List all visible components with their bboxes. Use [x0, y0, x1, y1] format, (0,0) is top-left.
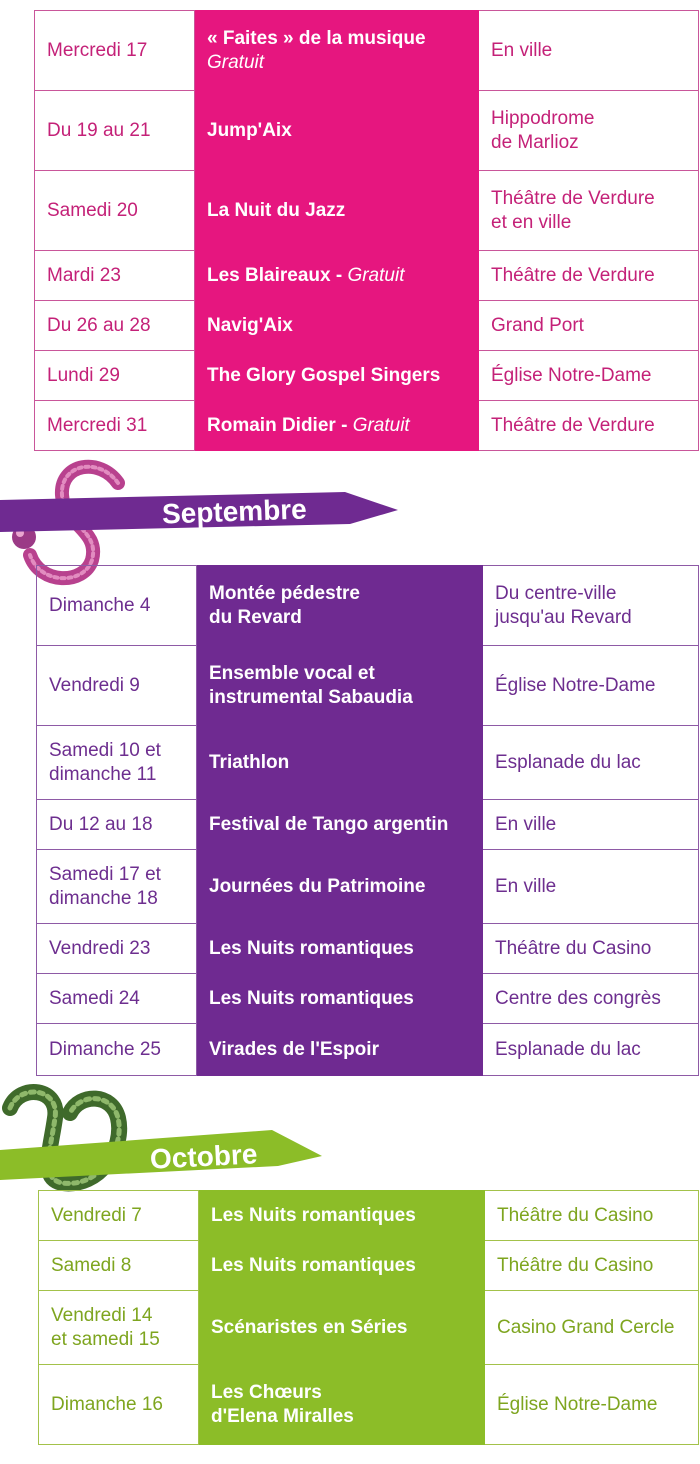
table-row [35, 171, 699, 251]
event-name [199, 1241, 485, 1291]
event-venue: Hippodrome de Marlioz [479, 91, 699, 171]
table-row [37, 1024, 699, 1076]
event-date: Vendredi 9 [37, 646, 197, 726]
event-date: Lundi 29 [35, 351, 195, 401]
event-date: Mercredi 31 [35, 401, 195, 451]
event-date: Vendredi 7 [39, 1191, 199, 1241]
event-name [197, 726, 483, 800]
table-row [37, 850, 699, 924]
event-date: Samedi 17 et dimanche 18 [37, 850, 197, 924]
event-title: The Glory Gospel Singers [207, 364, 441, 386]
event-venue: Église Notre-Dame [483, 646, 699, 726]
event-date: Dimanche 25 [37, 1024, 197, 1076]
event-title: Les Nuits romantiques [211, 1254, 416, 1276]
table-row [37, 726, 699, 800]
event-name [195, 91, 479, 171]
table-row [37, 566, 699, 646]
table-row [39, 1291, 699, 1365]
table-row [39, 1241, 699, 1291]
table-row [35, 11, 699, 91]
event-date: Du 19 au 21 [35, 91, 195, 171]
event-venue: Église Notre-Dame [485, 1365, 699, 1445]
event-date: Vendredi 23 [37, 924, 197, 974]
event-title: Navig'Aix [207, 314, 293, 336]
event-date: Samedi 8 [39, 1241, 199, 1291]
event-venue: Esplanade du lac [483, 1024, 699, 1076]
event-venue: Théâtre du Casino [485, 1241, 699, 1291]
event-title: Journées du Patrimoine [209, 875, 426, 897]
event-venue: Du centre-ville jusqu'au Revard [483, 566, 699, 646]
event-price-note: Gratuit [347, 264, 405, 286]
event-name [195, 11, 479, 91]
event-date: Du 26 au 28 [35, 301, 195, 351]
october-title: Octobre [149, 1138, 259, 1175]
september-schedule-table [36, 565, 699, 1076]
event-venue: Esplanade du lac [483, 726, 699, 800]
august-schedule-table [34, 10, 699, 451]
event-title: Ensemble vocal et instrumental Sabaudia [209, 662, 413, 708]
event-venue: En ville [483, 850, 699, 924]
table-row [37, 974, 699, 1024]
table-row [35, 251, 699, 301]
event-date: Samedi 24 [37, 974, 197, 1024]
event-name [197, 646, 483, 726]
event-title: Triathlon [209, 751, 290, 773]
event-date: Vendredi 14 et samedi 15 [39, 1291, 199, 1365]
event-title: Festival de Tango argentin [209, 813, 449, 835]
event-name [195, 171, 479, 251]
table-row [35, 91, 699, 171]
event-name [199, 1365, 485, 1445]
table-row [37, 924, 699, 974]
event-venue: Théâtre de Verdure [479, 401, 699, 451]
event-date: Samedi 10 et dimanche 11 [37, 726, 197, 800]
event-title: Jump'Aix [207, 119, 292, 141]
event-date: Samedi 20 [35, 171, 195, 251]
event-name [197, 850, 483, 924]
august-rows [35, 11, 699, 451]
event-title: Scénaristes en Séries [211, 1316, 408, 1338]
event-name [197, 1024, 483, 1076]
event-name [197, 924, 483, 974]
event-date: Mercredi 17 [35, 11, 195, 91]
event-name [195, 351, 479, 401]
event-name [197, 800, 483, 850]
october-schedule-table [38, 1190, 699, 1445]
event-title: Les Chœurs d'Elena Miralles [211, 1381, 354, 1427]
event-date: Du 12 au 18 [37, 800, 197, 850]
table-row [39, 1191, 699, 1241]
september-rows [37, 566, 699, 1076]
event-name [195, 401, 479, 451]
event-title: Les Nuits romantiques [209, 937, 414, 959]
event-venue: Centre des congrès [483, 974, 699, 1024]
table-row [35, 351, 699, 401]
event-name [199, 1291, 485, 1365]
event-venue: Église Notre-Dame [479, 351, 699, 401]
event-name [197, 566, 483, 646]
october-banner [0, 1128, 330, 1184]
event-title: Montée pédestre du Revard [209, 582, 360, 628]
event-date: Mardi 23 [35, 251, 195, 301]
event-venue: Théâtre du Casino [485, 1191, 699, 1241]
event-name [195, 301, 479, 351]
event-venue: Théâtre du Casino [483, 924, 699, 974]
event-price-note: Gratuit [207, 51, 265, 73]
event-date: Dimanche 4 [37, 566, 197, 646]
table-row [37, 800, 699, 850]
event-venue: Grand Port [479, 301, 699, 351]
event-title: « Faites » de la musique [207, 27, 426, 49]
event-name [197, 974, 483, 1024]
event-title: La Nuit du Jazz [207, 199, 346, 221]
event-date: Dimanche 16 [39, 1365, 199, 1445]
september-title: Septembre [161, 493, 308, 530]
event-title: Les Nuits romantiques [209, 987, 414, 1009]
event-title: Les Nuits romantiques [211, 1204, 416, 1226]
table-row [35, 401, 699, 451]
table-row [37, 646, 699, 726]
event-venue: Théâtre de Verdure et en ville [479, 171, 699, 251]
event-name [195, 251, 479, 301]
event-title: Romain Didier - [207, 414, 348, 436]
event-venue: En ville [479, 11, 699, 91]
event-venue: Théâtre de Verdure [479, 251, 699, 301]
event-title: Les Blaireaux - [207, 264, 343, 286]
event-venue: Casino Grand Cercle [485, 1291, 699, 1365]
event-name [199, 1191, 485, 1241]
table-row [35, 301, 699, 351]
event-venue: En ville [483, 800, 699, 850]
event-price-note: Gratuit [352, 414, 410, 436]
september-banner [0, 488, 400, 538]
event-title: Virades de l'Espoir [209, 1038, 379, 1060]
october-rows [39, 1191, 699, 1445]
table-row [39, 1365, 699, 1445]
